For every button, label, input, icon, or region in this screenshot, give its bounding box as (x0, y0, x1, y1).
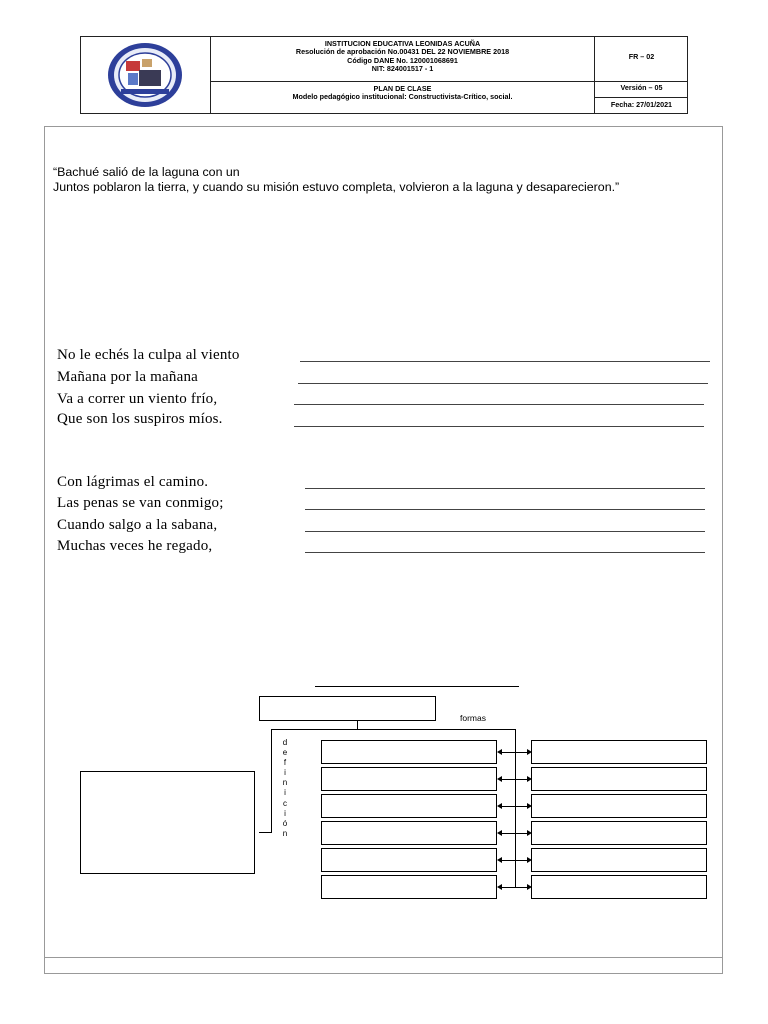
form-box-right[interactable] (531, 875, 707, 899)
form-box-right[interactable] (531, 740, 707, 764)
verse-line: Las penas se van conmigo; (57, 495, 224, 511)
verse-line: Muchas veces he regado, (57, 538, 213, 554)
institution-name: INSTITUCION EDUCATIVA LEONIDAS ACUÑA (324, 39, 481, 48)
formas-label: formas (460, 713, 486, 723)
answer-line[interactable] (305, 509, 705, 510)
form-box-left[interactable] (321, 767, 497, 791)
answer-line[interactable] (305, 552, 705, 553)
answer-line[interactable] (294, 426, 704, 427)
school-logo (81, 37, 210, 113)
answer-line[interactable] (305, 531, 705, 532)
form-box-right[interactable] (531, 767, 707, 791)
form-box-left[interactable] (321, 821, 497, 845)
form-box-right[interactable] (531, 821, 707, 845)
quote-line-1: “Bachué salió de la laguna con un (53, 165, 240, 179)
institution-info (211, 40, 594, 73)
answer-line[interactable] (305, 488, 705, 489)
date-label: Fecha: 27/01/2021 (610, 100, 673, 109)
bachue-quote (53, 165, 733, 194)
version-label: Versión – 05 (620, 83, 663, 92)
verse-line: Cuando salgo a la sabana, (57, 517, 218, 533)
verse-line: Va a correr un viento frío, (57, 391, 218, 407)
document-title: PLAN DE CLASE (373, 84, 432, 93)
verse-line: No le echés la culpa al viento (57, 347, 240, 363)
diagram-title-blank[interactable] (315, 686, 519, 687)
frame-footer-divider (44, 957, 723, 958)
form-code: FR – 02 (628, 52, 655, 61)
answer-line[interactable] (294, 404, 704, 405)
definicion-label: d e f i n i c i ó n (282, 738, 288, 838)
document-header (80, 36, 688, 114)
diagram-main-box[interactable] (259, 696, 436, 721)
nit-number: NIT: 824001517 - 1 (371, 63, 434, 73)
answer-line[interactable] (300, 361, 710, 362)
verse-line: Con lágrimas el camino. (57, 474, 209, 490)
verse-line: Mañana por la mañana (57, 369, 199, 385)
form-box-right[interactable] (531, 848, 707, 872)
form-box-left[interactable] (321, 794, 497, 818)
verse-line: Que son los suspiros míos. (57, 411, 223, 427)
resolution-text: Resolución de aprobación No.00431 DEL 22 NOVIEMBRE 2018 (295, 47, 510, 57)
form-box-left[interactable] (321, 875, 497, 899)
pedagogical-model: Modelo pedagógico institucional: Constructivista-Crítico, social. (292, 92, 513, 102)
form-box-right[interactable] (531, 794, 707, 818)
form-box-left[interactable] (321, 740, 497, 764)
definition-box[interactable] (80, 771, 255, 874)
quote-line-2: Juntos poblaron la tierra, y cuando su misión estuvo completa, volvieron a la laguna y desaparecieron.” (53, 179, 620, 194)
form-box-left[interactable] (321, 848, 497, 872)
plan-info (211, 85, 594, 102)
answer-line[interactable] (298, 383, 708, 384)
dane-code: Código DANE No. 120001068691 (347, 55, 458, 65)
